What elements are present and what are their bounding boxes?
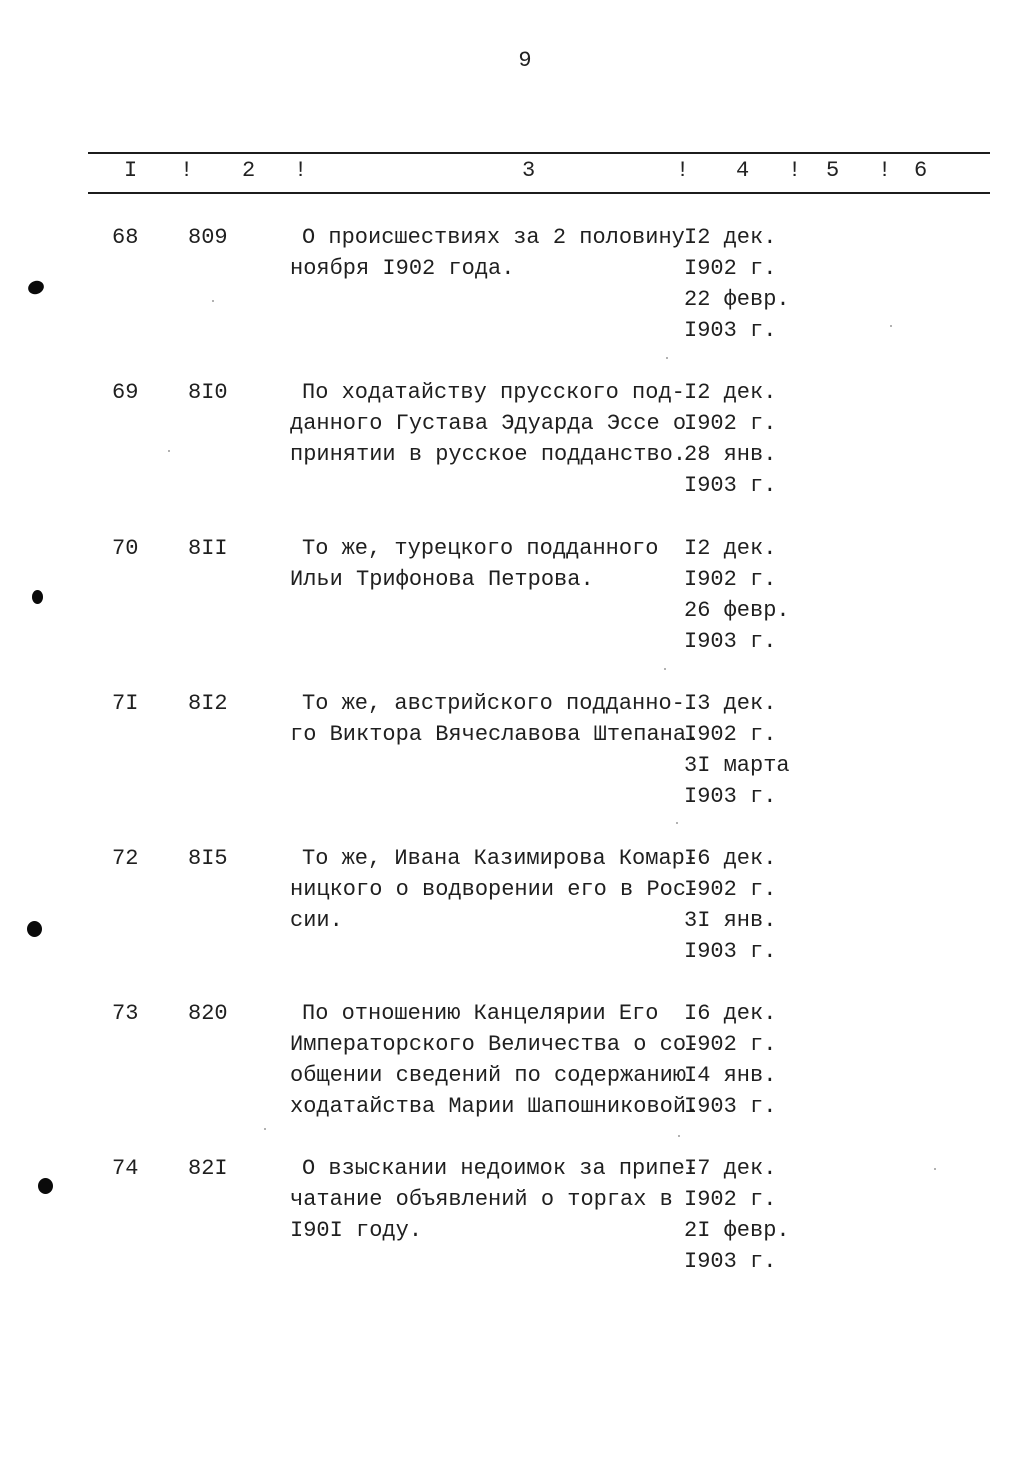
title-line: Ильи Трифонова Петрова. <box>290 567 594 592</box>
hole-punch-mark <box>27 921 42 937</box>
end-date-day: 3I марта <box>684 753 790 778</box>
start-date-year: I902 г. <box>684 1187 777 1212</box>
scan-speck <box>212 300 214 302</box>
title-line: То же, турецкого подданного <box>302 536 659 561</box>
start-date-day: I7 дек. <box>684 1156 777 1181</box>
title-line: чатание объявлений о торгах в <box>290 1187 673 1212</box>
case-title <box>290 222 690 284</box>
title-line: По отношению Канцелярии Его <box>302 1001 659 1026</box>
row-number: 70 <box>112 536 139 561</box>
column-separator: ! <box>878 158 892 183</box>
start-date-day: I2 дек. <box>684 380 777 405</box>
start-date-year: I902 г. <box>684 722 777 747</box>
case-number: 8II <box>188 536 228 561</box>
scan-speck <box>666 357 668 359</box>
case-number: 8I0 <box>188 380 228 405</box>
table-header-bottom-rule <box>88 192 990 194</box>
scan-speck <box>676 822 678 824</box>
column-header-1: I <box>124 158 138 183</box>
title-line: О происшествиях за 2 половину <box>302 225 685 250</box>
column-header-4: 4 <box>736 158 750 183</box>
end-date-year: I903 г. <box>684 939 777 964</box>
column-separator: ! <box>294 158 308 183</box>
end-date-year: I903 г. <box>684 784 777 809</box>
row-number: 73 <box>112 1001 139 1026</box>
start-date-day: I6 дек. <box>684 1001 777 1026</box>
case-dates <box>684 533 804 657</box>
title-line: сии. <box>290 908 343 933</box>
case-dates <box>684 1153 804 1277</box>
start-date-year: I902 г. <box>684 1032 777 1057</box>
end-date-year: I903 г. <box>684 318 777 343</box>
start-date-year: I902 г. <box>684 256 777 281</box>
column-separator: ! <box>180 158 194 183</box>
case-title <box>290 377 690 470</box>
case-dates <box>684 998 804 1122</box>
column-header-3: 3 <box>522 158 536 183</box>
table-header-top-rule <box>88 152 990 154</box>
title-line: Императорского Величества о со- <box>290 1032 700 1057</box>
case-dates <box>684 688 804 812</box>
title-line: го Виктора Вячеславова Штепана. <box>290 722 700 747</box>
row-number: 68 <box>112 225 139 250</box>
scan-speck <box>678 1135 680 1137</box>
start-date-day: I3 дек. <box>684 691 777 716</box>
end-date-day: 3I янв. <box>684 908 777 933</box>
case-dates <box>684 222 804 346</box>
title-line: данного Густава Эдуарда Эссе о <box>290 411 687 436</box>
start-date-day: I2 дек. <box>684 536 777 561</box>
title-line: ноября I902 года. <box>290 256 515 281</box>
start-date-day: I2 дек. <box>684 225 777 250</box>
row-number: 7I <box>112 691 139 716</box>
column-header-2: 2 <box>242 158 256 183</box>
case-number: 8I2 <box>188 691 228 716</box>
case-number: 82I <box>188 1156 228 1181</box>
end-date-year: I903 г. <box>684 629 777 654</box>
end-date-day: 26 февр. <box>684 598 790 623</box>
table-header <box>0 158 1024 188</box>
case-title <box>290 533 690 595</box>
title-line: По ходатайству прусского под- <box>302 380 685 405</box>
title-line: То же, Ивана Казимирова Комар- <box>302 846 699 871</box>
end-date-year: I903 г. <box>684 1249 777 1274</box>
hole-punch-mark <box>38 1178 53 1194</box>
case-number: 820 <box>188 1001 228 1026</box>
column-header-5: 5 <box>826 158 840 183</box>
title-line: ницкого о водворении его в Рос- <box>290 877 700 902</box>
end-date-year: I903 г. <box>684 1094 777 1119</box>
end-date-day: 28 янв. <box>684 442 777 467</box>
start-date-year: I902 г. <box>684 877 777 902</box>
title-line: общении сведений по содержанию <box>290 1063 687 1088</box>
case-title <box>290 843 700 936</box>
column-separator: ! <box>788 158 802 183</box>
start-date-year: I902 г. <box>684 411 777 436</box>
scan-speck <box>264 1128 266 1130</box>
case-dates <box>684 843 804 967</box>
start-date-day: I6 дек. <box>684 846 777 871</box>
case-title <box>290 688 700 750</box>
row-number: 72 <box>112 846 139 871</box>
row-number: 74 <box>112 1156 139 1181</box>
title-line: О взыскании недоимок за припе- <box>302 1156 699 1181</box>
column-header-6: 6 <box>914 158 928 183</box>
end-date-day: 22 февр. <box>684 287 790 312</box>
case-title <box>290 998 700 1122</box>
hole-punch-mark <box>26 279 45 297</box>
case-number: 809 <box>188 225 228 250</box>
title-line: ходатайства Марии Шапошниковой. <box>290 1094 700 1119</box>
title-line: То же, австрийского подданно- <box>302 691 685 716</box>
end-date-day: I4 янв. <box>684 1063 777 1088</box>
end-date-year: I903 г. <box>684 473 777 498</box>
hole-punch-mark <box>32 590 43 604</box>
scan-speck <box>664 668 666 670</box>
row-number: 69 <box>112 380 139 405</box>
case-number: 8I5 <box>188 846 228 871</box>
case-dates <box>684 377 804 501</box>
scan-speck <box>890 325 892 327</box>
column-separator: ! <box>676 158 690 183</box>
title-line: I90I году. <box>290 1218 423 1243</box>
scan-speck <box>168 450 170 452</box>
end-date-day: 2I февр. <box>684 1218 790 1243</box>
scan-speck <box>934 1168 936 1170</box>
page-number: 9 <box>518 48 532 73</box>
title-line: принятии в русское подданство. <box>290 442 687 467</box>
case-title <box>290 1153 699 1246</box>
start-date-year: I902 г. <box>684 567 777 592</box>
